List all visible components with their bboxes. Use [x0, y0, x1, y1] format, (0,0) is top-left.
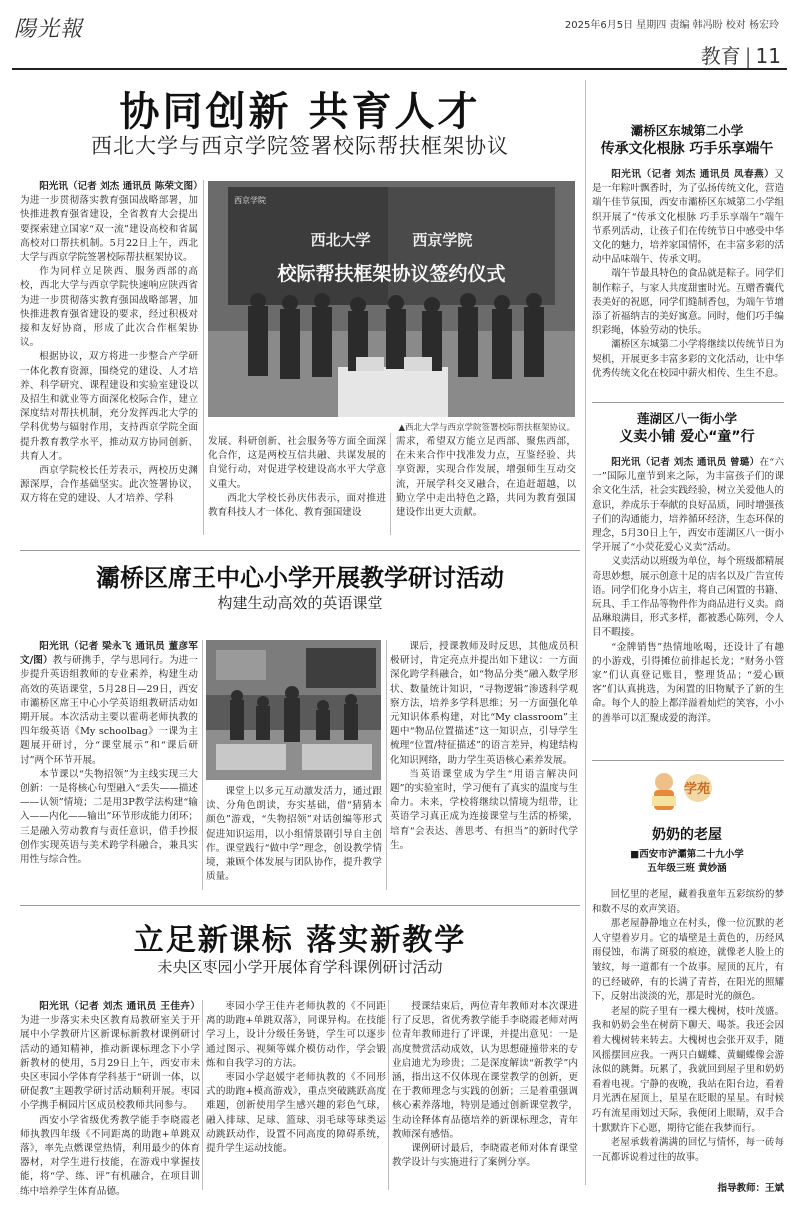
- article3-subtitle: 未央区枣园小学开展体育学科课例研讨活动: [157, 958, 443, 976]
- article2-title: 灞桥区席王中心小学开展教学研讨活动: [96, 564, 504, 592]
- side1-title-line-1: 灞桥区东城第二小学: [630, 123, 744, 138]
- article2-col1: [20, 640, 198, 867]
- xueyuan-paragraph-2: 那老屋静静地立在村头，像一位沉默的老人守望着岁月。它的墙壁是土黄色的，历经风雨侵蚀，布满了斑驳的痕迹，就像老人脸上的皱纹，每一道都有一个故事。屋顶的瓦片，有的已经破碎，有的长满了青苔，在阳光的照耀下，反射出淡淡的光，那是时光的颜色。: [592, 918, 784, 1003]
- sidebar-divider: [585, 80, 586, 1185]
- classroom-photo: [206, 640, 381, 780]
- signing-ceremony-photo: [208, 181, 575, 417]
- xueyuan-title: 奶奶的老屋: [652, 827, 722, 843]
- article3-paragraph-4: 枣园小学赵媛宇老师执教的《不同形式的助跑+模高游戏》，重点突破跳跃高度难题，创新使用学生感兴趣的彩色气球，融入排球、足球、篮球、羽毛球等球类运动跳跃动作，设置不同高度的障碍系统，提升学生运动技能。: [206, 1072, 386, 1155]
- article1-paragraph-4: 西京学院校长任芳表示，两校历史渊源深厚，合作基础坚实。此次签署协议，双方将在党的建设、人才培养、学科: [20, 465, 198, 505]
- article3-paragraph-6: 课例研讨最后，李晓霞老师对体育课堂教学设计与实施进行了案例分享。: [392, 1143, 578, 1169]
- column-divider: [390, 433, 391, 535]
- article3-col3: [392, 1000, 578, 1170]
- column-divider: [388, 1000, 389, 1190]
- section-rule: [20, 550, 580, 551]
- article3-paragraph-5: 授课结束后，两位青年教师对本次课进行了反思，省优秀教学能手李晓霞老师对两位青年教师进行了评课，并提出意见：一是高度赞赏活动成效，认为思想碰撞带来的专业启迪尤为珍贵；二是深度解读“新教学”内涵，指出这不仅体现在课堂教学的创新，更在于教师理念与实践的创新；三是着重强调核心素养落地，特别是通过创新课堂教学，生动诠释体育品德培养的新课标理念，青年教师深有感悟。: [392, 1001, 578, 1140]
- side2-paragraph-2: 义卖活动以班级为单位，每个班级都精展奇思妙想，展示创意十足的店名以及广告宣传语。同学们化身小店主，将自己闲置的书籍、玩具、手工作品等物件作为商品进行义卖。商品琳琅满目，形式多样，都被悉心陈列，令人目不暇接。: [592, 556, 784, 639]
- side2-paragraph-1: [592, 456, 784, 555]
- article1-col1: [20, 180, 203, 507]
- article1-subtitle: 西北大学与西京学院签署校际帮扶框架协议: [91, 134, 509, 158]
- page-number: 11: [755, 44, 781, 68]
- banner-line-2: 校际帮扶框架协议签约仪式: [277, 263, 506, 285]
- article2-col2: [206, 785, 382, 884]
- article2-paragraph-5: 当英语课堂成为学生“用语言解决问题”的实验室时，学习便有了真实的温度与生命力。未来，学校将继续以情境为纽带，让英语学习真正成为连接课堂与生活的桥梁，培育“会表达、善思考、有担当”的新时代学生。: [390, 768, 578, 851]
- xueyuan-body: [592, 888, 784, 1165]
- side2-byline: 阳光讯（记者 刘杰 通讯员 曾璐）: [611, 457, 760, 468]
- section-rule: [20, 905, 580, 906]
- article1-paragraph-1: [20, 180, 203, 265]
- article1-paragraph-2: 作为同样立足陕西、服务西部的高校，西北大学与西京学院快速响应陕西省为进一步贯彻落实教育强国战略部署，加快推进教育强省建设的要求，经过积极对接和友好协商，形成了此次合作框架协议。: [20, 266, 198, 349]
- xueyuan-author: [592, 848, 782, 876]
- section-tag: 教育 | 11: [700, 44, 781, 68]
- column-divider: [202, 1000, 203, 1190]
- side2-body: [592, 456, 784, 726]
- article3-byline: 阳光讯（记者 刘杰 通讯员 王佳卉）: [39, 1001, 200, 1012]
- article2-paragraph-2: 本节课以“失物招领”为主线实现三大创新：一是将核心句型融入“丢失——描述——认领”情境；二是用3P教学法构建“输入——内化——输出”环节形成能力闭环；三是融入劳动教育与责任意识，借手抄报创作实现英语与美术跨学科融合，兼具实用性与综合性。: [20, 768, 198, 866]
- masthead-logo: 陽光報: [14, 17, 84, 42]
- side1-title: [592, 122, 782, 158]
- article1-paragraph-5: 发展、科研创新、社会服务等方面全面深化合作，这是两校互信共融、共谋发展的自觉行动，对促进学校建设高水平大学意义重大。: [208, 436, 386, 490]
- xueyuan-school: ■西安市浐灞第二十九小学: [630, 849, 744, 860]
- article2-subtitle: 构建生动高效的英语课堂: [217, 594, 383, 612]
- xueyuan-class: 五年级三班 黄妙涵: [647, 863, 727, 874]
- sidebar-rule: [592, 760, 784, 761]
- article1-paragraph-7: 需求，希望双方能立足西部、聚焦西部，在未来合作中找准发力点，互鉴经验、共享资源，实现合作发展，增强师生互动交流，开展学科交叉融合，在追赶超越，以勤立学中走出特色之路，共同为教育强国建设作出更大贡献。: [396, 436, 576, 519]
- column-divider: [202, 640, 203, 890]
- photo1-caption: ▲西北大学与西京学院签署校际帮扶框架协议。: [398, 423, 575, 433]
- article3-p1: 为进一步落实未央区教育局教研室关于开展中小学教研片区新课标新教材课例研讨活动的通知精神，推动新课标理念下小学新教材的使用，5月29日上午，西安市未央区枣园小学体育学科基于“研训一体，以研促教”主题教学研讨活动顺利开展。枣园小学携手桐园片区成员校教师共同参与。: [20, 1015, 200, 1112]
- side1-body: [592, 168, 784, 381]
- sidebar-rule: [592, 402, 784, 403]
- side2-title-line-1: 莲湖区八一街小学: [636, 411, 737, 426]
- classroom-illustration: [206, 640, 381, 780]
- article3-title: 立足新课标 落实新教学: [133, 923, 467, 958]
- side1-p1: 又是一年粽叶飘香时，为了弘扬传统文化，营造端午佳节氛围，西安市灞桥区东城第二小学组织开展了“传承文化根脉 巧手乐享端午”端午节系列活动，让孩子们在传统节日中感受中华文化的魅力，培养家国情怀，在丰富多彩的活动中品味端午、传承文明。: [592, 169, 784, 266]
- article1-paragraph-6: 西北大学校长孙庆伟表示，面对推进教育科技人才一体化、教育强国建设: [208, 492, 386, 519]
- xueyuan-label: 学苑: [684, 782, 711, 797]
- article2-p1: 教与研携手，学与思同行。为进一步提升英语组教师的专业素养，构建生动高效的英语课堂，5月28日—29日，西安市灞桥区席王中心小学英语组教研活动如期开展。本次活动主要以霍萌老师执教的四年级英语《My schoolbag》一课为主题展开研讨，分“课堂展示”和“课后研讨”两个环节开展。: [20, 655, 198, 766]
- banner-logo-text: 西京学院: [234, 196, 266, 205]
- article3-col2: [206, 1000, 386, 1156]
- xueyuan-paragraph-1: 回忆里的老屋，藏着我童年五彩缤纷的梦和数不尽的欢声笑语。: [592, 889, 784, 915]
- signing-ceremony-illustration: [208, 181, 575, 417]
- article1-p1: 为进一步贯彻落实教育强国战略部署，加快推进教育强省建设，全省教育大会提出要探索建立国家“双一流”建设高校和省属高校对口帮扶机制。5月22日上午，西北大学与西京学院签署校际帮扶框架协议。: [20, 195, 198, 264]
- side1-paragraph-1: [592, 168, 784, 267]
- article1-col3: [396, 435, 576, 520]
- article2-col3: [390, 640, 578, 853]
- article2-paragraph-1: [20, 640, 198, 768]
- article1-paragraph-3: 根据协议，双方将进一步整合产学研一体化教育资源，围绕党的建设、人才培养、科学研究、课程建设和实验室建设以及招生和就业等方面深化校际合作，建立深度结对帮扶机制，充分发挥西北大学的学科优势与辐射作用，支持西京学院全面提升教育教学水平，推动双方协同创新、共育人才。: [20, 351, 198, 462]
- side1-paragraph-3: 灞桥区东城第二小学将继续以传统节日为契机，开展更多丰富多彩的文化活动，让中华优秀传统文化在校园中薪火相传、生生不息。: [592, 339, 784, 379]
- article1-title: 协同创新 共育人才: [119, 89, 481, 135]
- side2-p1: 在“六一”国际儿童节到来之际，为丰富孩子们的课余文化生活，社会实践经验，树立关爱他人的意识，养成乐于奉献的良好品质，同时增强孩子们的沟通能力，培养循环经济，生态环保的理念，5月30日上午，西安市莲湖区八一街小学开展了“小荧花爱心义卖”活动。: [592, 457, 784, 554]
- xueyuan-paragraph-3: 老屋的院子里有一棵大槐树，枝叶茂盛。我和奶奶会坐在树荫下聊天、喝茶。我还会因着大槐树转来转去。大槐树也会张开双手，随风摇摆回应我。一两只白蝴蝶、黄蝴蝶像会游泳似的跳舞。玩累了，我就回到屋子里和奶奶看着电视。宁静的夜晚，我站在阳台边，看着月光洒在屋顶上，星星在眨眼的星星。有时候巧有流星雨划过天际，我便闭上眼睛，双手合十默默许下心愿，期待它能在我梦而行。: [592, 1005, 784, 1134]
- xueyuan-emblem: [648, 768, 728, 816]
- banner-line-1: 西北大学 西京学院: [310, 231, 473, 249]
- side2-title: [592, 410, 782, 446]
- article3-col1: [20, 1000, 200, 1199]
- article2-paragraph-4: 课后，授课教师及时反思，其他成员积极研讨，肯定亮点并提出如下建议：一方面深化跨学科融合，如“物品分类”融入数学形状、数量统计知识，“寻物逻辑”渗透科学观察方法，培养多学科思维；另一方面强化单元知识体系构建，对比“My classroom”主题中“物品位置描述”这一知识点，引导学生梳理“位置/特征描述”的语言差异，构建结构化知识网络，助力学生英语核心素养发展。: [390, 641, 578, 766]
- xueyuan-paragraph-4: 老屋承载着满满的回忆与情怀，每一砖每一瓦都诉说着过往的故事。: [592, 1137, 784, 1163]
- header-info: 2025年6月5日 星期四 责编 韩冯盼 校对 杨宏玲: [564, 20, 779, 31]
- article3-paragraph-2: 西安小学省级优秀教学能手李晓霞老师执教四年级《不同距离的助跑+单跳双落》，率先点燃课堂热情，利用最少的体育器材，对学生进行技能，在游戏中掌握技能，将“学、练、评”有机融合，在项目训练中培养学生体育品德。: [20, 1114, 200, 1197]
- article3-paragraph-1: [20, 1000, 200, 1114]
- header-rule: [12, 68, 787, 70]
- side2-title-line-2: 义卖小铺 爱心“童”行: [619, 429, 755, 445]
- column-divider: [203, 180, 204, 535]
- article1-byline: 阳光讯（记者 刘杰 通讯员 陈荣文图）: [39, 181, 203, 192]
- article3-paragraph-3: 枣园小学王佳卉老师执教的《不同距离的助跑+单跳双落》，同课异构。在技能学习上，设计分级任务链，学生可以逐步通过图示、视频等媒介模仿动作，学会锻炼和自我学习的方法。: [206, 1001, 386, 1069]
- side1-title-line-2: 传承文化根脉 巧手乐享端午: [600, 141, 774, 157]
- section-name: 教育: [700, 44, 741, 68]
- column-divider: [386, 640, 387, 890]
- side2-paragraph-3: “金牌销售”热情地吆喝，还设计了有趣的小游戏，引得摊位前排起长龙；“财务小管家”们认真登记账目，整理货品；“爱心顾客”们认真挑选，为闲置的旧物赋予了新的生命。每个人的脸上都洋溢着灿烂的笑容，小小的善举可以汇聚成爱的海洋。: [592, 641, 784, 724]
- article2-paragraph-3: 课堂上以多元互动激发活力，通过跟读、分角色朗读，夯实基础，借“猜猜本颜色”游戏，“失物招领”对话创编等形式促进知识运用，以小组情景剧引导自主创作。课堂践行“做中学”理念，创设教学情境，兼顾个体发展与团队协作，提升教学质量。: [206, 786, 382, 883]
- article1-col2: [208, 435, 386, 520]
- article2-byline: 阳光讯（记者 梁永飞 通讯员 董彦军文/图）: [20, 641, 198, 667]
- side1-paragraph-2: 端午节最具特色的食品就是粽子。同学们制作粽子，与家人共度甜蜜时光。互赠香囊代表美好的祝愿，同学们缝制香包，为端午节增添了祈福纳吉的美好寓意。同时，他们巧手编织彩绳，体验劳动的快乐。: [592, 268, 784, 337]
- xueyuan-teacher: 指导教师：王斌: [717, 1183, 784, 1194]
- side1-byline: 阳光讯（记者 刘杰 通讯员 凤春燕）: [611, 169, 775, 180]
